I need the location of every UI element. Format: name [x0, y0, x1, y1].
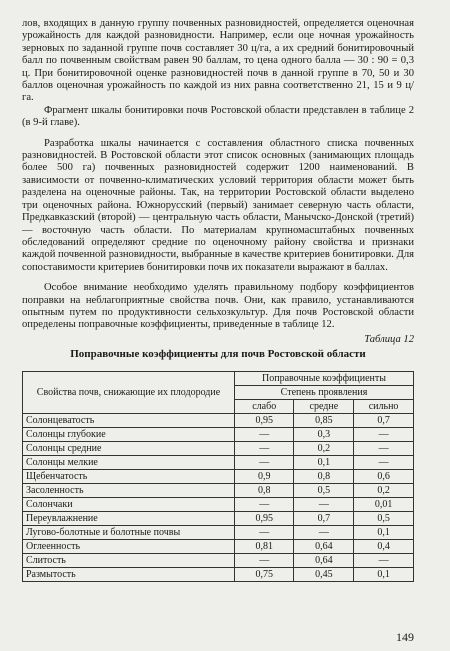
table-row — [23, 553, 414, 567]
column-header-degree: Степень проявления — [234, 385, 413, 399]
column-header-medium: средне — [294, 399, 354, 413]
table-cell-property: Солонцы глубокие — [23, 427, 235, 441]
table-cell-property: Слитость — [23, 553, 235, 567]
paragraph-1: лов, входящих в данную группу почвенных разновидностей, определяется оценочная урожайность для каждой разновидности. Например, если оце ночная урожайность зерновых по заданной группе почв составляет 30 ц/га, а их средний бонитировочный балл по почвенным свойствам равен 90 баллам, то цена одного балла — 30 : 90 = 0,3 ц. При бонитировочной оценке разновидностей почв в данной группе в 70, 50 и 30 баллов оценочная урожайность по каждой из них равна соответственно 21, 15 и 9 ц/га. — [22, 18, 414, 104]
table-title: Поправочные коэффициенты для почв Ростовской области — [70, 347, 366, 360]
table-cell-value: — — [234, 427, 293, 441]
table-cell-property: Щебенчатость — [23, 469, 235, 483]
table-cell-value: 0,75 — [234, 567, 293, 581]
table-cell-value: 0,64 — [294, 553, 354, 567]
table-cell-value: 0,6 — [354, 469, 414, 483]
table-row — [23, 511, 414, 525]
table-cell-value: 0,64 — [294, 539, 354, 553]
table-row — [23, 427, 414, 441]
table-cell-value: 0,81 — [234, 539, 293, 553]
table-row — [23, 567, 414, 581]
table-cell-value: 0,2 — [354, 483, 414, 497]
column-header-strong: сильно — [354, 399, 414, 413]
table-cell-value: 0,3 — [294, 427, 354, 441]
coefficients-table — [22, 371, 414, 582]
table-cell-value: — — [234, 525, 293, 539]
table-cell-value: 0,85 — [294, 413, 354, 427]
table-cell-property: Солонцы мелкие — [23, 455, 235, 469]
table-row — [23, 497, 414, 511]
table-cell-value: 0,95 — [234, 413, 293, 427]
page-number: 149 — [396, 630, 414, 644]
column-header-coefficients: Поправочные коэффициенты — [234, 371, 413, 385]
table-cell-property: Солончаки — [23, 497, 235, 511]
table-cell-value: 0,5 — [354, 511, 414, 525]
table-cell-value: 0,8 — [294, 469, 354, 483]
table-row — [23, 455, 414, 469]
table-cell-property: Засоленность — [23, 483, 235, 497]
column-header-weak: слабо — [234, 399, 293, 413]
table-row — [23, 483, 414, 497]
paragraph-4: Особое внимание необходимо уделять правильному подбору коэффициентов поправки на неблагоприятные свойства почв. Они, как правило, устанавливаются опытным путем по продуктивности сельхозкультур. Для почв Ростовской области определены поправочные коэффициенты, приведенные в таблице 12. — [22, 282, 414, 331]
table-cell-value: 0,5 — [294, 483, 354, 497]
table-cell-value: — — [234, 497, 293, 511]
table-row — [23, 413, 414, 427]
table-cell-value: 0,95 — [234, 511, 293, 525]
table-cell-value: 0,1 — [354, 567, 414, 581]
table-cell-value: 0,7 — [354, 413, 414, 427]
table-cell-property: Солонцеватость — [23, 413, 235, 427]
table-cell-value: 0,4 — [354, 539, 414, 553]
table-row — [23, 525, 414, 539]
table-cell-property: Лугово-болотные и болотные почвы — [23, 525, 235, 539]
table-row — [23, 539, 414, 553]
paragraph-3: Разработка шкалы начинается с составления областного списка почвенных разновидностей. В Ростовской области этот список основных (занимающих площадь более 500 га) почвенных разновидностей содержит 1200 наименований. В зависимости от почвенно-климатических условий территория области может быть разделена на оценочные районы. Так, на территории Ростовской области выделено три оценочных района. Южнорусский (первый) занимает северную часть области, Предкавказский (второй) — центральную часть области, Манычско-Донской (третий) — восточную часть области. По материалам крупномасштабных почвенных обследований определяют средние по оценочному району свойства и признаки каждой почвенной разновидности, выбранные в качестве критериев бонитировки. Для сопоставимости критериев бонитировки почв их показатели выражают в баллах. — [22, 137, 414, 273]
table-cell-value: — — [354, 427, 414, 441]
table-row — [23, 441, 414, 455]
table-cell-property: Оглеенность — [23, 539, 235, 553]
table-cell-value: 0,8 — [234, 483, 293, 497]
table-cell-value: — — [354, 441, 414, 455]
table-cell-value: — — [234, 441, 293, 455]
table-cell-value: — — [354, 455, 414, 469]
table-cell-value: 0,01 — [354, 497, 414, 511]
column-header-property: Свойства почв, снижающие их плодородие — [23, 371, 235, 413]
table-label: Таблица 12 — [364, 333, 414, 345]
table-cell-value: 0,1 — [294, 455, 354, 469]
table-cell-value: 0,7 — [294, 511, 354, 525]
page-content — [22, 18, 414, 582]
table-cell-value: — — [234, 455, 293, 469]
table-cell-value: — — [234, 553, 293, 567]
table-cell-property: Переувлажнение — [23, 511, 235, 525]
table-row — [23, 469, 414, 483]
paragraph-2: Фрагмент шкалы бонитировки почв Ростовской области представлен в таблице 2 (в 9-й главе). — [22, 104, 414, 129]
table-cell-property: Размытость — [23, 567, 235, 581]
table-body — [23, 413, 414, 581]
table-cell-value: 0,9 — [234, 469, 293, 483]
table-cell-value: 0,45 — [294, 567, 354, 581]
table-cell-value: 0,1 — [354, 525, 414, 539]
table-cell-value: — — [294, 497, 354, 511]
table-cell-value: — — [294, 525, 354, 539]
table-cell-value: — — [354, 553, 414, 567]
table-cell-property: Солонцы средние — [23, 441, 235, 455]
table-cell-value: 0,2 — [294, 441, 354, 455]
